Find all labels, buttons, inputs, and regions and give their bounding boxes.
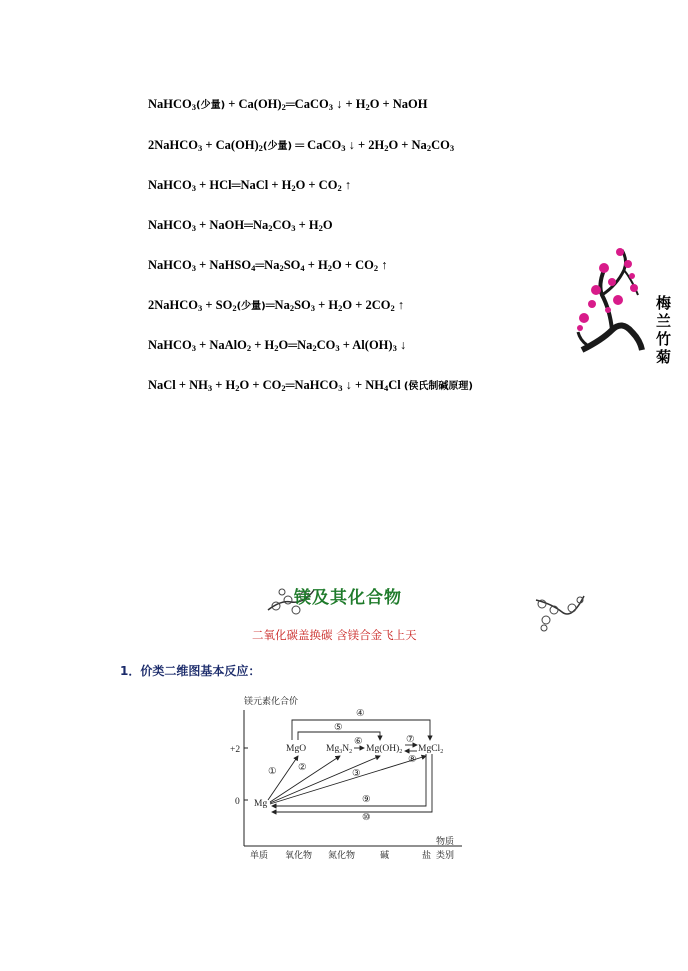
- subscript: 3: [191, 343, 196, 353]
- formula-text: CO: [316, 338, 336, 352]
- formula-text: CO: [272, 218, 292, 232]
- formula-text: O + CO: [295, 178, 338, 192]
- formula-text: + HCl═NaCl + H: [196, 178, 292, 192]
- formula-text: NaHCO: [148, 258, 192, 272]
- reaction-number: ③: [352, 769, 361, 779]
- subscript: 2: [289, 303, 295, 313]
- subscript: 3: [207, 383, 213, 393]
- x-category-label: 氮化物: [328, 851, 356, 861]
- formula-text: ↓: [396, 338, 407, 352]
- plum-orchid-bamboo-chrysanthemum-label: [656, 294, 674, 366]
- node-mgo: MgO: [286, 744, 307, 754]
- formula-text: CO: [431, 138, 450, 152]
- reaction-number: ⑥: [354, 737, 363, 747]
- formula-text: ═Na: [265, 298, 290, 312]
- reaction-number: ②: [298, 763, 307, 773]
- equation-line: [148, 258, 387, 272]
- subscript: 3: [191, 263, 196, 273]
- subscript: 3: [291, 223, 296, 233]
- node-mgoh2: $Mg(OH)_2$: [366, 744, 403, 755]
- subscript: 3: [191, 183, 196, 193]
- formula-text: SO: [283, 258, 301, 272]
- subscript: 2: [281, 383, 286, 393]
- formula-text: ↓ + H: [332, 97, 366, 111]
- subscript: 2: [279, 263, 284, 273]
- y-tick-label: +2: [230, 745, 241, 755]
- formula-text: O + CO: [332, 258, 374, 272]
- section-motto: 二氧化碳盖换碳 含镁合金飞上天: [252, 628, 417, 642]
- subscript: 2: [274, 343, 279, 353]
- formula-text: O + NaOH: [369, 97, 428, 111]
- formula-text: + NaOH═Na: [196, 218, 269, 232]
- formula-text: + H: [304, 258, 328, 272]
- formula-text: NaHCO: [148, 178, 192, 192]
- formula-text: Cl: [388, 378, 404, 392]
- formula-text: O + Na: [388, 138, 427, 152]
- formula-text: NaHCO: [148, 338, 192, 352]
- formula-text: ↓ + 2H: [345, 138, 385, 152]
- formula-text: ↓ + NH: [342, 378, 384, 392]
- x-category-label: 盐: [422, 851, 432, 861]
- x-category-label: 碱: [380, 851, 390, 861]
- formula-text: 2NaHCO: [148, 298, 198, 312]
- reaction-number: ⑤: [334, 723, 343, 733]
- y-tick-label: 0: [235, 797, 240, 807]
- formula-text: + H: [295, 218, 319, 232]
- reaction-number: ⑦: [406, 735, 415, 745]
- formula-text: + NaHSO: [196, 258, 252, 272]
- node-mg: Mg: [254, 799, 268, 809]
- question-heading: 1．价类二维图基本反应：: [120, 664, 261, 678]
- subscript: 4: [251, 263, 256, 273]
- formula-text: ═CaCO: [285, 97, 329, 111]
- subscript: 2: [338, 303, 343, 313]
- formula-text: O═Na: [278, 338, 313, 352]
- reaction-number: ④: [356, 709, 365, 719]
- subscript: 2: [390, 303, 395, 313]
- formula-text: ↑: [341, 178, 352, 192]
- formula-text: + H: [212, 378, 236, 392]
- node-mg3n2: $Mg_3N_2$: [326, 744, 353, 755]
- subscript: 3: [191, 223, 196, 233]
- reaction-number: ①: [268, 767, 277, 777]
- formula-text: NaHCO: [148, 97, 192, 111]
- formula-text: + Ca(OH): [225, 97, 282, 111]
- formula-text: + Ca(OH): [202, 138, 259, 152]
- label-char: 菊: [656, 348, 672, 366]
- formula-text: ═ CaCO: [292, 138, 342, 152]
- y-axis-label: 镁元素化合价: [244, 697, 299, 707]
- formula-text: + Al(OH): [339, 338, 393, 352]
- formula-text: ↑: [378, 258, 388, 272]
- subscript: 2: [327, 263, 332, 273]
- formula-text: NaCl + NH: [148, 378, 208, 392]
- chinese-note: (少量): [196, 100, 226, 111]
- label-char: 梅: [656, 294, 672, 312]
- label-char: 兰: [656, 312, 672, 330]
- subscript: 2: [312, 343, 317, 353]
- formula-text: SO: [294, 298, 311, 312]
- section-title: 镁及其化合物: [294, 588, 402, 608]
- formula-text: + H: [315, 298, 339, 312]
- formula-text: + H: [251, 338, 275, 352]
- subscript: 3: [392, 343, 397, 353]
- equation-line: [148, 178, 351, 192]
- subscript: 3: [328, 102, 333, 112]
- subscript: 4: [383, 383, 389, 393]
- formula-text: ═NaHCO: [285, 378, 339, 392]
- equation-line: [148, 298, 404, 314]
- reaction-number: ⑩: [362, 813, 371, 823]
- subscript: 3: [341, 143, 346, 153]
- equation-line: [148, 97, 428, 113]
- formula-text: 2NaHCO: [148, 138, 198, 152]
- subscript: 2: [365, 102, 370, 112]
- subscript: 3: [310, 303, 316, 313]
- equation-line: [148, 138, 454, 154]
- equation-line: [148, 218, 333, 232]
- subscript: 3: [335, 343, 340, 353]
- subscript: 3: [198, 143, 203, 153]
- x-category-label: 氧化物: [285, 851, 313, 861]
- x-category-label: 单质: [250, 851, 269, 861]
- subscript: 2: [291, 183, 296, 193]
- chinese-note: (侯氏制碱原理): [403, 381, 473, 392]
- label-char: 竹: [656, 330, 672, 348]
- x-axis-label: 物质: [436, 837, 455, 847]
- subscript: 3: [191, 102, 196, 112]
- equation-line: [148, 378, 473, 394]
- valence-class-diagram: [230, 690, 470, 865]
- subscript: 2: [281, 102, 286, 112]
- subscript: 4: [300, 263, 305, 273]
- formula-text: NaHCO: [148, 218, 192, 232]
- reaction-number: ⑧: [408, 755, 417, 765]
- subscript: 3: [449, 143, 455, 153]
- subscript: 2: [258, 143, 263, 153]
- subscript: 2: [373, 263, 379, 273]
- chinese-note: (少量): [262, 141, 293, 152]
- formula-text: O: [322, 218, 333, 232]
- formula-text: ↑: [394, 298, 405, 312]
- x-axis-label: 类别: [436, 851, 455, 861]
- formula-text: ═Na: [255, 258, 280, 272]
- subscript: 2: [318, 223, 323, 233]
- subscript: 2: [246, 343, 252, 353]
- equation-line: [148, 338, 406, 352]
- subscript: 2: [337, 183, 342, 193]
- formula-text: O + 2CO: [342, 298, 391, 312]
- subscript: 2: [268, 223, 273, 233]
- reaction-number: ⑨: [362, 795, 371, 805]
- subscript: 2: [232, 303, 237, 313]
- node-mgcl2: MgCl$_2$: [418, 744, 444, 755]
- subscript: 3: [338, 383, 343, 393]
- formula-text: + NaAlO: [196, 338, 247, 352]
- chinese-note: (少量): [236, 301, 266, 312]
- subscript: 2: [235, 383, 240, 393]
- formula-text: + SO: [202, 298, 233, 312]
- subscript: 2: [384, 143, 389, 153]
- subscript: 3: [198, 303, 203, 313]
- formula-text: O + CO: [239, 378, 282, 392]
- subscript: 2: [426, 143, 432, 153]
- flower-ornament-right: [532, 590, 588, 634]
